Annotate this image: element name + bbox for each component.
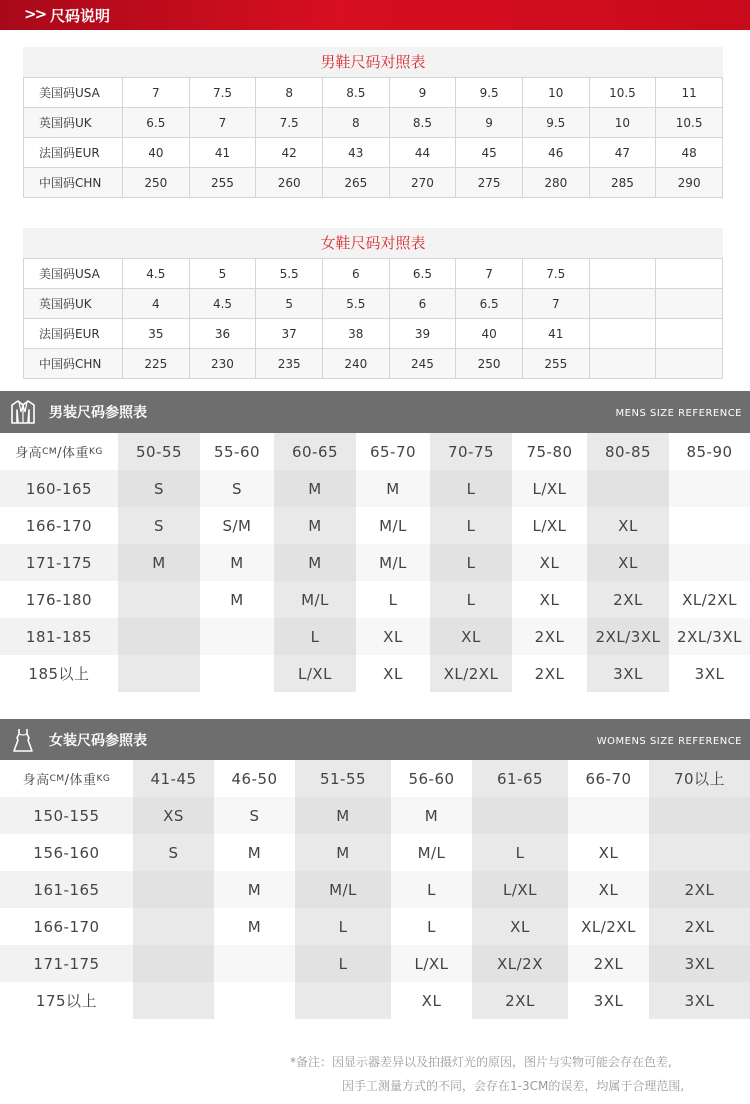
size-cell: M xyxy=(356,470,430,507)
men-clothing-size-grid xyxy=(0,433,750,692)
size-cell xyxy=(200,618,274,655)
table-row xyxy=(24,259,723,289)
table-row xyxy=(0,470,750,507)
size-cell xyxy=(214,945,295,982)
size-cell: XL xyxy=(568,834,649,871)
weight-column-header: 80-85 xyxy=(587,433,669,470)
height-row-header: 161-165 xyxy=(0,871,133,908)
table-cell: 8.5 xyxy=(389,108,456,138)
table-row xyxy=(0,945,750,982)
size-cell xyxy=(568,797,649,834)
table-cell: 225 xyxy=(123,349,190,379)
size-cell: 3XL xyxy=(649,945,750,982)
table-cell: 9 xyxy=(456,108,523,138)
table-cell: 7.5 xyxy=(522,259,589,289)
size-cell: S/M xyxy=(200,507,274,544)
table-row xyxy=(24,168,723,198)
weight-column-header: 70-75 xyxy=(430,433,512,470)
table-cell: 7 xyxy=(189,108,256,138)
weight-column-header: 61-65 xyxy=(472,760,568,797)
height-row-header: 156-160 xyxy=(0,834,133,871)
size-cell: 2XL xyxy=(587,581,669,618)
size-cell: L xyxy=(295,945,391,982)
size-cell: 2XL xyxy=(512,618,587,655)
size-cell xyxy=(133,871,214,908)
table-row xyxy=(0,581,750,618)
table-cell: 10.5 xyxy=(656,108,723,138)
size-cell: XL xyxy=(587,544,669,581)
size-cell: M xyxy=(200,581,274,618)
table-cell: 43 xyxy=(322,138,389,168)
table-row xyxy=(24,78,723,108)
size-cell: XL/2XL xyxy=(669,581,750,618)
size-cell: XL xyxy=(512,544,587,581)
height-row-header: 185以上 xyxy=(0,655,118,692)
size-cell: L/XL xyxy=(391,945,472,982)
weight-column-header: 60-65 xyxy=(274,433,356,470)
table-cell xyxy=(656,259,723,289)
table-row xyxy=(0,982,750,1019)
size-cell: L xyxy=(391,871,472,908)
women-clothing-header xyxy=(0,719,750,761)
table-cell: 10.5 xyxy=(589,78,656,108)
height-row-header: 175以上 xyxy=(0,982,133,1019)
size-cell: XL xyxy=(587,507,669,544)
women-shoe-size-table xyxy=(23,228,723,379)
height-row-header: 171-175 xyxy=(0,544,118,581)
table-row xyxy=(0,544,750,581)
size-cell: 2XL xyxy=(649,871,750,908)
size-cell: XL xyxy=(356,655,430,692)
women-shoe-table-title: 女鞋尺码对照表 xyxy=(23,228,723,258)
table-cell: 7 xyxy=(456,259,523,289)
size-cell: M xyxy=(118,544,200,581)
table-cell: 48 xyxy=(656,138,723,168)
height-row-header: 176-180 xyxy=(0,581,118,618)
table-cell xyxy=(656,289,723,319)
height-weight-corner-label: 身高 CM /体重 KG xyxy=(0,433,118,470)
size-cell xyxy=(118,618,200,655)
size-cell xyxy=(587,470,669,507)
table-cell: 5 xyxy=(256,289,323,319)
weight-column-header: 46-50 xyxy=(214,760,295,797)
size-cell xyxy=(214,982,295,1019)
table-cell: 230 xyxy=(189,349,256,379)
height-row-header: 166-170 xyxy=(0,507,118,544)
table-row xyxy=(0,797,750,834)
table-cell: 6.5 xyxy=(389,259,456,289)
table-cell: 245 xyxy=(389,349,456,379)
weight-column-header: 65-70 xyxy=(356,433,430,470)
row-label: 美国码USA xyxy=(24,259,123,289)
table-cell: 4.5 xyxy=(189,289,256,319)
size-cell: 3XL xyxy=(587,655,669,692)
table-cell: 46 xyxy=(522,138,589,168)
size-cell: 2XL/3XL xyxy=(669,618,750,655)
table-cell: 7.5 xyxy=(256,108,323,138)
row-label: 中国码CHN xyxy=(24,168,123,198)
table-cell: 36 xyxy=(189,319,256,349)
height-row-header: 181-185 xyxy=(0,618,118,655)
table-cell: 37 xyxy=(256,319,323,349)
table-row xyxy=(0,871,750,908)
size-cell: L/XL xyxy=(512,507,587,544)
table-cell: 10 xyxy=(589,108,656,138)
size-cell: XS xyxy=(133,797,214,834)
size-cell: L xyxy=(295,908,391,945)
size-cell: 2XL/3XL xyxy=(587,618,669,655)
table-cell xyxy=(589,289,656,319)
table-row xyxy=(24,138,723,168)
weight-column-header: 55-60 xyxy=(200,433,274,470)
table-row xyxy=(0,834,750,871)
weight-column-header: 70以上 xyxy=(649,760,750,797)
table-row xyxy=(0,507,750,544)
table-row xyxy=(0,655,750,692)
table-cell: 39 xyxy=(389,319,456,349)
size-cell: M xyxy=(295,797,391,834)
size-cell: XL xyxy=(472,908,568,945)
table-cell: 265 xyxy=(322,168,389,198)
size-cell: 2XL xyxy=(512,655,587,692)
row-label: 英国码UK xyxy=(24,108,123,138)
size-cell: L xyxy=(391,908,472,945)
size-cell: L/XL xyxy=(274,655,356,692)
size-cell: M xyxy=(274,507,356,544)
size-cell: XL xyxy=(568,871,649,908)
men-shoe-table xyxy=(23,77,723,198)
table-cell: 7 xyxy=(123,78,190,108)
table-cell: 260 xyxy=(256,168,323,198)
size-cell: L xyxy=(430,581,512,618)
jacket-icon xyxy=(9,398,37,426)
note-line-2: 因手工测量方式的不同，会存在1-3CM的误差，均属于合理范围, xyxy=(342,1079,685,1093)
weight-column-header: 56-60 xyxy=(391,760,472,797)
size-cell: 3XL xyxy=(649,982,750,1019)
men-shoe-table-title: 男鞋尺码对照表 xyxy=(23,47,723,77)
weight-column-header: 66-70 xyxy=(568,760,649,797)
women-clothing-title: 女装尺码参照表 xyxy=(49,733,147,749)
height-row-header: 150-155 xyxy=(0,797,133,834)
table-cell: 42 xyxy=(256,138,323,168)
banner-title: 尺码说明 xyxy=(50,7,111,25)
size-cell: L/XL xyxy=(472,871,568,908)
size-cell: XL xyxy=(512,581,587,618)
size-cell xyxy=(649,797,750,834)
table-cell: 6 xyxy=(389,289,456,319)
table-cell: 290 xyxy=(656,168,723,198)
size-cell: M xyxy=(200,544,274,581)
size-cell: M/L xyxy=(274,581,356,618)
table-cell: 5.5 xyxy=(322,289,389,319)
table-cell xyxy=(589,259,656,289)
table-row xyxy=(0,618,750,655)
table-cell: 280 xyxy=(522,168,589,198)
size-cell xyxy=(295,982,391,1019)
table-cell: 4.5 xyxy=(123,259,190,289)
size-cell: S xyxy=(200,470,274,507)
table-cell: 35 xyxy=(123,319,190,349)
table-cell: 45 xyxy=(456,138,523,168)
size-cell xyxy=(118,581,200,618)
table-cell: 8.5 xyxy=(322,78,389,108)
height-row-header: 171-175 xyxy=(0,945,133,982)
table-cell: 255 xyxy=(189,168,256,198)
size-cell: 2XL xyxy=(568,945,649,982)
table-row xyxy=(24,349,723,379)
size-cell xyxy=(200,655,274,692)
size-cell: 2XL xyxy=(472,982,568,1019)
weight-column-header: 85-90 xyxy=(669,433,750,470)
table-cell: 9.5 xyxy=(522,108,589,138)
table-cell: 5.5 xyxy=(256,259,323,289)
size-cell: XL xyxy=(391,982,472,1019)
section-banner xyxy=(0,0,750,30)
table-cell xyxy=(656,349,723,379)
size-cell xyxy=(472,797,568,834)
size-cell: 3XL xyxy=(669,655,750,692)
size-cell xyxy=(669,544,750,581)
table-cell: 41 xyxy=(189,138,256,168)
table-cell: 250 xyxy=(123,168,190,198)
note-line-1: *备注：因显示器差异以及拍摄灯光的原因，图片与实物可能会存在色差, xyxy=(290,1055,672,1069)
size-cell: XL/2XL xyxy=(430,655,512,692)
row-label: 法国码EUR xyxy=(24,319,123,349)
size-cell xyxy=(133,908,214,945)
weight-column-header: 75-80 xyxy=(512,433,587,470)
table-cell: 10 xyxy=(522,78,589,108)
table-cell: 40 xyxy=(456,319,523,349)
table-cell: 285 xyxy=(589,168,656,198)
women-clothing-size-grid xyxy=(0,760,750,1019)
size-cell: L xyxy=(274,618,356,655)
height-row-header: 160-165 xyxy=(0,470,118,507)
table-cell: 38 xyxy=(322,319,389,349)
size-cell: L/XL xyxy=(512,470,587,507)
table-row xyxy=(0,908,750,945)
weight-column-header: 41-45 xyxy=(133,760,214,797)
table-cell: 240 xyxy=(322,349,389,379)
size-cell: L xyxy=(356,581,430,618)
size-cell: XL/2XL xyxy=(568,908,649,945)
table-cell: 235 xyxy=(256,349,323,379)
size-cell: M xyxy=(295,834,391,871)
table-cell: 40 xyxy=(123,138,190,168)
table-cell: 270 xyxy=(389,168,456,198)
row-label: 英国码UK xyxy=(24,289,123,319)
size-cell: L xyxy=(430,507,512,544)
size-cell xyxy=(118,655,200,692)
table-cell xyxy=(656,319,723,349)
size-cell: XL xyxy=(356,618,430,655)
size-cell: M/L xyxy=(356,507,430,544)
men-clothing-title: 男装尺码参照表 xyxy=(49,405,147,421)
size-cell: S xyxy=(118,470,200,507)
size-cell: M/L xyxy=(295,871,391,908)
weight-column-header: 50-55 xyxy=(118,433,200,470)
size-cell: S xyxy=(118,507,200,544)
table-cell: 275 xyxy=(456,168,523,198)
table-cell: 6.5 xyxy=(123,108,190,138)
size-cell xyxy=(649,834,750,871)
size-cell: XL xyxy=(430,618,512,655)
table-cell: 5 xyxy=(189,259,256,289)
size-cell: L xyxy=(430,470,512,507)
table-cell: 11 xyxy=(656,78,723,108)
table-row xyxy=(24,319,723,349)
women-clothing-en-title: WOMENS SIZE REFERENCE xyxy=(596,736,742,747)
size-cell xyxy=(133,982,214,1019)
row-label: 美国码USA xyxy=(24,78,123,108)
size-cell: M xyxy=(214,908,295,945)
size-cell: M/L xyxy=(391,834,472,871)
size-cell: L xyxy=(472,834,568,871)
row-label: 中国码CHN xyxy=(24,349,123,379)
row-label: 法国码EUR xyxy=(24,138,123,168)
size-cell: M xyxy=(274,544,356,581)
size-cell: S xyxy=(133,834,214,871)
table-cell: 7.5 xyxy=(189,78,256,108)
height-weight-corner-label: 身高 CM /体重 KG xyxy=(0,760,133,797)
size-cell xyxy=(669,470,750,507)
table-cell: 255 xyxy=(522,349,589,379)
table-cell: 8 xyxy=(322,108,389,138)
table-cell: 9.5 xyxy=(456,78,523,108)
grid-header-row xyxy=(0,760,750,797)
size-cell: M xyxy=(391,797,472,834)
men-clothing-en-title: MENS SIZE REFERENCE xyxy=(615,408,742,419)
weight-column-header: 51-55 xyxy=(295,760,391,797)
size-cell: M xyxy=(214,871,295,908)
size-cell: M xyxy=(274,470,356,507)
size-cell: XL/2X xyxy=(472,945,568,982)
size-cell: M/L xyxy=(356,544,430,581)
grid-header-row xyxy=(0,433,750,470)
size-cell: L xyxy=(430,544,512,581)
table-row xyxy=(24,289,723,319)
table-cell: 6 xyxy=(322,259,389,289)
size-cell: 3XL xyxy=(568,982,649,1019)
height-row-header: 166-170 xyxy=(0,908,133,945)
size-cell: S xyxy=(214,797,295,834)
table-cell: 44 xyxy=(389,138,456,168)
table-cell xyxy=(589,349,656,379)
table-cell xyxy=(589,319,656,349)
size-cell: M xyxy=(214,834,295,871)
table-cell: 7 xyxy=(522,289,589,319)
dress-icon xyxy=(9,726,37,754)
table-cell: 41 xyxy=(522,319,589,349)
table-cell: 47 xyxy=(589,138,656,168)
men-shoe-size-table xyxy=(23,47,723,198)
size-cell: 2XL xyxy=(649,908,750,945)
table-cell: 6.5 xyxy=(456,289,523,319)
size-cell xyxy=(669,507,750,544)
table-cell: 250 xyxy=(456,349,523,379)
size-cell xyxy=(133,945,214,982)
men-clothing-header xyxy=(0,391,750,433)
table-row xyxy=(24,108,723,138)
women-shoe-table xyxy=(23,258,723,379)
double-chevron-icon: >> xyxy=(24,5,46,23)
table-cell: 9 xyxy=(389,78,456,108)
table-cell: 4 xyxy=(123,289,190,319)
table-cell: 8 xyxy=(256,78,323,108)
